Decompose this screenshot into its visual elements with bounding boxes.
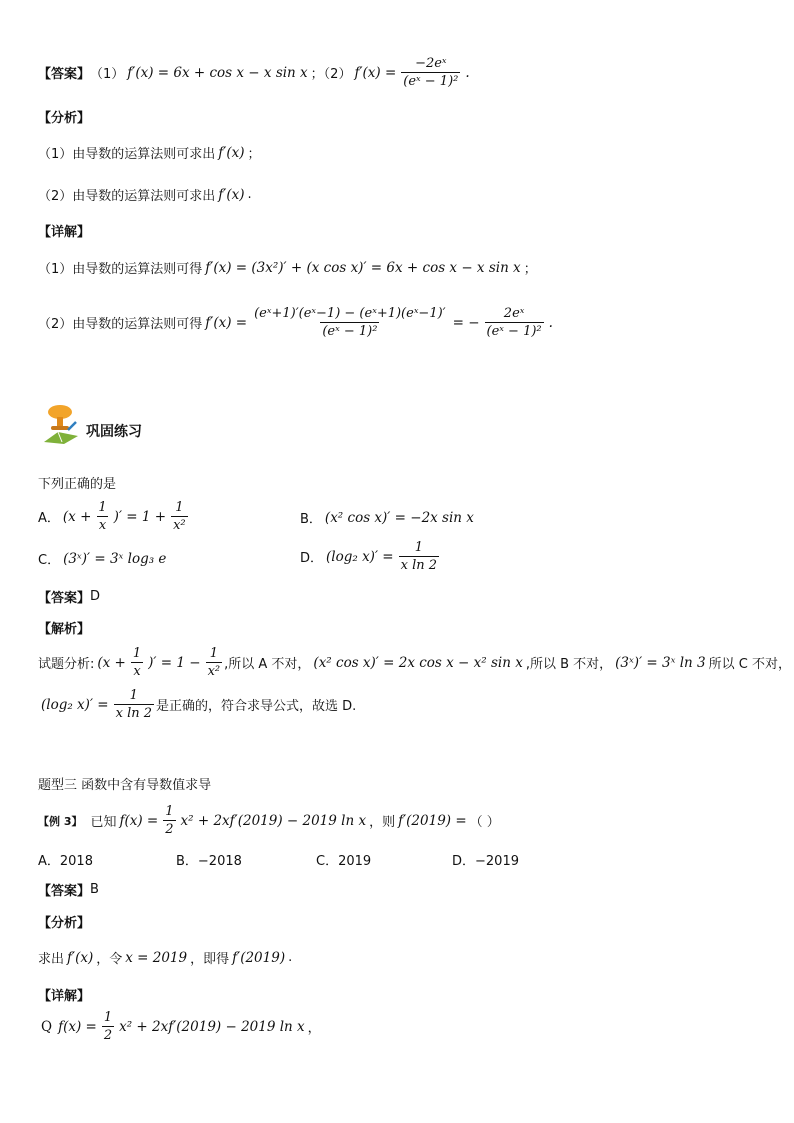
option-a-frac-2-num: 1: [175, 500, 184, 515]
option-d-pre: (log₂ x)′ =: [326, 548, 394, 565]
detail-numerator-1: (eˣ+1)′(eˣ−1) − (eˣ+1)(eˣ−1)′: [254, 306, 446, 321]
practice-answer-tag: 【答案】: [38, 591, 91, 606]
detail-lhs-2: f′(x) =: [205, 314, 248, 331]
type3-option-b-text: B．−2018: [176, 854, 242, 869]
type3-option-c: [316, 850, 371, 869]
option-a-pre: (x +: [62, 508, 92, 525]
example3-text: 已知: [90, 815, 117, 830]
type3-title-line: [38, 774, 211, 793]
type3-analysis-end: .: [288, 950, 293, 965]
practice-answer-line: [38, 587, 100, 606]
type3-option-a-text: A．2018: [38, 854, 93, 869]
explain-a-frac-2-num: 1: [209, 646, 218, 661]
example3-tag: 【例 3】: [38, 814, 83, 828]
lamp-book-icon: [40, 402, 82, 444]
type3-option-c-text: C．2019: [316, 854, 372, 869]
explain-a-frac-1-den: x: [133, 664, 141, 679]
explain-line-2: [38, 688, 356, 721]
explain-b-conclusion: ,所以 B 不对，: [525, 657, 613, 672]
detail-denominator-1: (eˣ − 1)²: [322, 324, 378, 339]
type3-analysis-b: ，令: [96, 952, 123, 967]
option-c-text: (3ˣ)′ = 3ˣ log₃ e: [63, 550, 167, 567]
detail-fraction-1: [252, 306, 448, 339]
analysis-end-1: ；: [247, 147, 261, 162]
type3-detail-q: Q: [41, 1018, 53, 1035]
option-a-frac-1-num: 1: [98, 500, 107, 515]
explain-c-conclusion: 所以 C 不对，: [708, 657, 791, 672]
type3-answer-tag: 【答案】: [38, 884, 91, 899]
part1-formula: f′(x) = 6x + cos x − x sin x: [127, 64, 308, 81]
explain-d-pre: (log₂ x)′ =: [41, 696, 109, 713]
explain-a-frac-2: [206, 646, 223, 679]
option-a-frac-2-den: x²: [173, 518, 186, 533]
part2-lhs: f′(x) =: [354, 64, 397, 81]
option-a-mid: )′ = 1 +: [113, 508, 167, 525]
part1-label: （1）: [90, 67, 125, 82]
detail-end-2: .: [548, 314, 553, 331]
type3-analysis-tag-line: [38, 912, 90, 931]
detail-mid-2: = −: [452, 314, 480, 331]
explain-d-frac: [114, 688, 154, 721]
detail-text-2: （2）由导数的运算法则可得: [38, 317, 203, 332]
analysis-f-1: f′(x): [218, 144, 245, 161]
practice-explain-tag-line: [38, 618, 90, 637]
type3-analysis-f: f′(x): [67, 949, 94, 966]
part2-fraction: [401, 56, 460, 89]
type3-analysis-tag: 【分析】: [38, 916, 91, 931]
practice-title: 巩固练习: [86, 424, 142, 440]
answer-line: [38, 56, 473, 89]
type3-title: 题型三 函数中含有导数值求导: [38, 778, 212, 793]
part2-denominator: (eˣ − 1)²: [403, 74, 459, 89]
type3-option-d-text: D．−2019: [452, 854, 519, 869]
option-c: [38, 549, 169, 568]
analysis-tag-line: [38, 107, 90, 126]
detail-line-2: [38, 306, 556, 339]
explain-b-formula: (x² cos x)′ = 2x cos x − x² sin x: [313, 654, 523, 671]
detail-tag: 【详解】: [38, 225, 91, 240]
analysis-tag: 【分析】: [38, 111, 91, 126]
option-d: [300, 540, 441, 573]
type3-detail-rest: x² + 2xf′(2019) − 2019 ln x: [119, 1018, 305, 1035]
option-d-frac-num: 1: [414, 540, 423, 555]
detail-line-1: [38, 258, 537, 277]
practice-answer: D: [90, 589, 101, 604]
option-d-frac: [399, 540, 439, 573]
explain-a-mid: )′ = 1 −: [148, 654, 201, 671]
type3-detail-line: [38, 1010, 321, 1043]
option-a-frac-1: [96, 500, 108, 533]
explain-a-frac-2-den: x²: [207, 664, 221, 679]
detail-formula-1: f′(x) = (3x²)′ + (x cos x)′ = 6x + cos x − x sin x: [205, 259, 521, 276]
analysis-text-1: （1）由导数的运算法则可求出: [38, 147, 216, 162]
part2-end: .: [465, 64, 470, 81]
explain-c-formula: (3ˣ)′ = 3ˣ ln 3: [615, 654, 706, 671]
example3-q: ，则: [369, 815, 396, 830]
explain-a-conclusion: ,所以 A 不对，: [224, 657, 311, 672]
part2-numerator: −2eˣ: [415, 56, 447, 71]
detail-fraction-2: [485, 306, 544, 339]
explain-d-conclusion: 是正确的，符合求导公式，故选 D.: [156, 699, 357, 714]
practice-explain-tag: 【解析】: [38, 622, 91, 637]
type3-option-d: [452, 850, 519, 869]
explain-intro: 试题分析:: [38, 657, 95, 672]
explain-a-pre: (x +: [97, 654, 126, 671]
example3-rest: x² + 2xf′(2019) − 2019 ln x: [180, 812, 367, 829]
example3-frac: [163, 804, 175, 837]
type3-detail-tag: 【详解】: [38, 989, 91, 1004]
type3-detail-frac: [102, 1010, 114, 1043]
explain-line-1: [38, 646, 791, 679]
analysis-line-1: [38, 143, 261, 162]
option-a-frac-1-den: x: [98, 518, 107, 533]
example3-paren: （ ）: [469, 815, 500, 830]
option-a-frac-2: [171, 500, 188, 533]
type3-detail-frac-den: 2: [103, 1028, 113, 1043]
option-b: [300, 508, 477, 527]
example3-q2: f′(2019) =: [398, 812, 467, 829]
explain-a-frac-1: [131, 646, 143, 679]
type3-option-b: [176, 850, 242, 869]
detail-tag-line: [38, 221, 90, 240]
type3-answer: B: [90, 882, 99, 897]
option-a: [38, 500, 190, 533]
option-b-label: B．: [300, 512, 322, 527]
analysis-line-2: [38, 185, 252, 204]
explain-d-frac-num: 1: [129, 688, 138, 703]
type3-detail-end: ，: [307, 1021, 321, 1036]
option-b-text: (x² cos x)′ = −2x sin x: [324, 509, 474, 526]
detail-text-1: （1）由导数的运算法则可得: [38, 262, 203, 277]
option-c-label: C．: [38, 553, 61, 568]
example3-line: [38, 804, 500, 837]
option-a-label: A．: [38, 511, 60, 526]
example3-frac-num: 1: [165, 804, 174, 819]
practice-question: 下列正确的是: [38, 477, 117, 492]
type3-option-a: [38, 850, 93, 869]
analysis-end-2: .: [247, 187, 252, 202]
practice-title-line: [86, 421, 142, 441]
detail-denominator-2: (eˣ − 1)²: [486, 324, 542, 339]
option-d-frac-den: x ln 2: [400, 558, 438, 573]
type3-analysis-x: x = 2019: [125, 949, 188, 966]
part-separator: ；（2）: [310, 67, 352, 82]
detail-end-1: ；: [523, 262, 537, 277]
explain-d-frac-den: x ln 2: [115, 706, 153, 721]
analysis-f-2: f′(x): [218, 186, 245, 203]
analysis-text-2: （2）由导数的运算法则可求出: [38, 189, 216, 204]
example3-frac-den: 2: [165, 822, 174, 837]
type3-detail-f: f(x) =: [58, 1018, 97, 1035]
type3-analysis-f2: f′(2019): [232, 949, 286, 966]
option-d-label: D．: [300, 551, 324, 566]
type3-analysis-a: 求出: [38, 952, 65, 967]
type3-analysis-line: [38, 948, 292, 967]
explain-a-frac-1-num: 1: [132, 646, 142, 661]
answer-tag: 【答案】: [38, 67, 91, 82]
practice-question-line: [38, 473, 116, 492]
type3-detail-frac-num: 1: [103, 1010, 113, 1025]
type3-answer-line: [38, 880, 99, 899]
type3-analysis-c: ，即得: [190, 952, 230, 967]
detail-numerator-2: 2eˣ: [503, 306, 525, 321]
type3-detail-tag-line: [38, 985, 90, 1004]
example3-f: f(x) =: [119, 812, 159, 829]
